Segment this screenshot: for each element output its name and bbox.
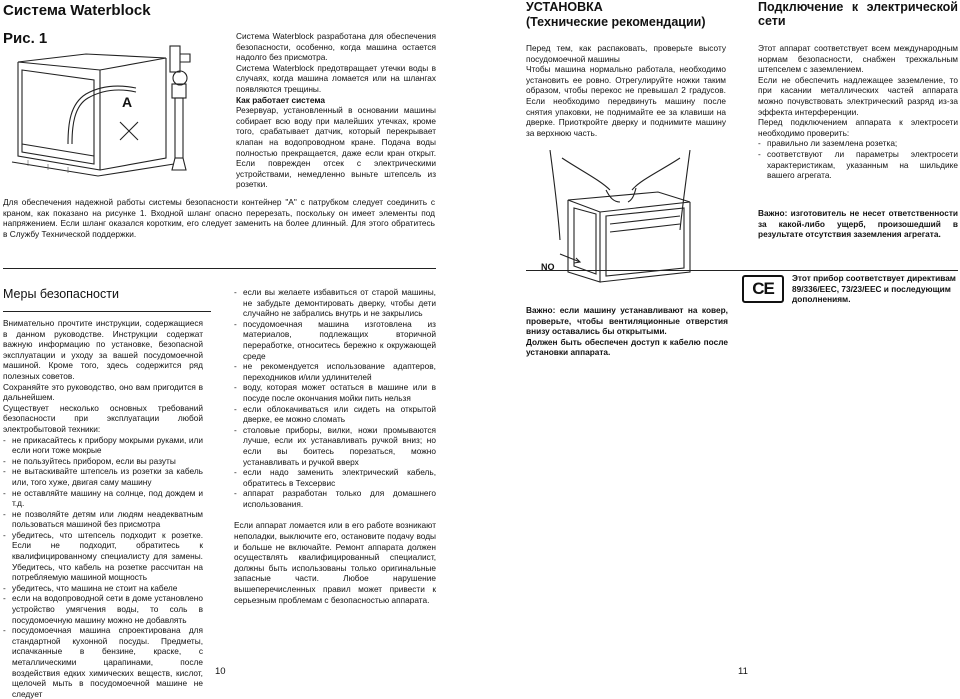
- list-item: - не позволяйте детям или людям неадекватным пользоваться машиной без присмотра: [3, 509, 203, 530]
- electrical-section: [758, 43, 958, 181]
- list-item: - не прикасайтесь к прибору мокрыми руками, или если ноги тоже мокрые: [3, 435, 203, 456]
- ce-compliance-text: Этот прибор соответствует директивам 89/336/EEC, 73/23/EEC и последующим дополнениям.: [792, 273, 956, 305]
- list-item: - воду, которая может остаться в машине или в посуде после окончания мойки пить нельзя: [234, 382, 436, 403]
- ce-mark-icon: CE: [742, 275, 784, 303]
- list-item: - убедитесь, что машина не стоит на кабеле: [3, 583, 203, 594]
- waterblock-prevents: Система Waterblock предотвращает утечки воды в случаях, когда машина ломается или на шлангах появляются трещины.: [236, 62, 436, 94]
- list-item: - не пользуйтесь прибором, если вы разуты: [3, 456, 203, 467]
- installation-important-note: Важно: если машину устанавливают на ковер, проверьте, чтобы вентиляционные отверстия внизу оставались бы открытыми. Должен быть обеспечен доступ к кабелю после установки аппарата.: [526, 305, 728, 358]
- electrical-check-list: [758, 138, 958, 180]
- list-item: - правильно ли заземлена розетка;: [758, 138, 958, 149]
- hose-connection-text: Для обеспечения надежной работы системы безопасности контейнер "A" с патрубком следует соединить с краном, как показано на рисунке 1. Входной шланг опасно перерезать, поскольку он имеет элементы под напряжением. Если шланг оказался коротким, его следует заменить на более длинный. Для этого обратитесь в Службу Технической поддержки.: [3, 197, 435, 239]
- electrical-check-intro: Перед подключением аппарата к электросети необходимо проверить:: [758, 117, 958, 138]
- electrical-title: Подключение к электрической сети: [758, 0, 958, 28]
- installation-title: УСТАНОВКА: [526, 0, 603, 14]
- safety-title: Меры безопасности: [3, 287, 119, 301]
- installation-lifting-illustration: [540, 150, 720, 284]
- section-divider-right: [526, 270, 958, 271]
- list-item: - соответствуют ли параметры электросети характеристикам, указанным на шильдике вашего агрегата.: [758, 149, 958, 181]
- list-item: - столовые приборы, вилки, ножи промываются лучше, если их устанавливать ручкой вниз; но если вы боитесь порезаться, можно устанавливать и ручкой вверх: [234, 425, 436, 467]
- page-number-right: 11: [738, 666, 748, 677]
- electrical-important-note: Важно: изготовитель не несет ответственности за какой-либо ущерб, произошедший в результате отсутствия заземления агрегата.: [758, 208, 958, 240]
- list-item: - убедитесь, что штепсель подходит к розетке. Если не подходит, обратитесь к квалифицированному специалисту для замены. Убедитесь, что кабель на розетке рассчитан на потребляемую машиной мощность: [3, 530, 203, 583]
- safety-intro: Внимательно прочтите инструкции, содержащиеся в данном руководстве. Инструкции содержат важную информацию по установке, безопасной эксплуатации и уходу за вашей посудомоечной машиной. Кроме того, здесь содержится ряд полезных советов.: [3, 318, 203, 381]
- list-item: - посудомоечная машина изготовлена из материалов, подлежащих вторичной переработке, относитесь бережно к окружающей среде: [234, 319, 436, 361]
- safety-keep-manual: Сохраняйте это руководство, оно вам пригодится в дальнейшем.: [3, 381, 203, 403]
- installation-subtitle: (Технические рекомендации): [526, 15, 706, 29]
- waterblock-title: Система Waterblock: [3, 2, 151, 19]
- list-item: - если надо заменить электрический кабель, обратитесь в Техсервис: [234, 467, 436, 488]
- electrical-compliance: Этот аппарат соответствует всем международным нормам безопасности, снабжен трехжальным штепселем с заземлением.: [758, 43, 958, 75]
- list-item: - не рекомендуется использование адаптеров, переходников и/или удлинителей: [234, 361, 436, 382]
- list-item: - посудомоечная машина спроектирована для стандартной кухонной посуды. Предметы, испачканные в бензине, краске, с металлическими царапинами, после воздействия едких химических веществ, кислот, щелочей мыть в посудомоечной машине не следует: [3, 625, 203, 699]
- list-item: - если на водопроводной сети в доме установлено устройство умягчения воды, то соль в посудомоечную машину можно не добавлять: [3, 593, 203, 625]
- figure-no-label: NO: [541, 262, 555, 272]
- safety-title-underline: [3, 311, 211, 312]
- safety-final-paragraph: Если аппарат ломается или в его работе возникают неполадки, выключите его, остановите подачу воды и больше не включайте. Ремонт аппарата должен осуществлять квалифицированный специалист, должны быть использованы только оригинальные запасные части. Любое нарушение вышеперечисленных правил может привести к серьезным проблемам с безопасностью аппарата.: [234, 520, 436, 605]
- safety-left-column: [3, 318, 203, 699]
- page-number-left: 10: [215, 666, 226, 677]
- list-item: - не оставляйте машину на солнце, под дождем и т.д.: [3, 488, 203, 509]
- safety-list-right: [234, 287, 436, 509]
- safety-requirements: Существует несколько основных требований безопасности при эксплуатации любой электробытовой техники:: [3, 402, 203, 434]
- figure-letter-a: A: [122, 94, 133, 110]
- figure-1-label: Рис. 1: [3, 30, 48, 47]
- list-item: - аппарат разработан только для домашнего использования.: [234, 488, 436, 509]
- how-it-works-text: Резервуар, установленный в основании машины собирает всю воду при малейших утечках, кроме того, срабатывает датчик, который перекрывает клапан на водопроводном кране. Подача воды полностью прекращается, даже если кран открыт. Если поврежден отсек с электрическими устройствами, немедленно выньте штепсель из розетки.: [236, 105, 436, 190]
- list-item: - не вытаскивайте штепсель из розетки за кабель или, того хуже, двигая саму машину: [3, 466, 203, 487]
- figure-1-dishwasher-tap-illustration: [8, 44, 208, 182]
- safety-list-left: [3, 435, 203, 699]
- list-item: - если облокачиваться или сидеть на открытой дверке, ее можно сломать: [234, 404, 436, 425]
- how-it-works-heading: Как работает система: [236, 94, 325, 105]
- list-item: - если вы желаете избавиться от старой машины, не забудьте демонтировать дверку, чтобы дети случайно не забрались внутрь и не закрылись: [234, 287, 436, 319]
- electrical-grounding: Если не обеспечить надлежащее заземление, то при касании металлических частей аппарата можно почувствовать электрический разряд из-за эффекта интерференции.: [758, 74, 958, 117]
- waterblock-description: [236, 31, 436, 190]
- section-divider-left: [3, 268, 436, 269]
- installation-text: Перед тем, как распаковать, проверьте высоту посудомоечной машины Чтобы машина нормально работала, необходимо установить ее ровно. Отрегулируйте ножки таким образом, чтобы перекос не превышал 2 градусов. Если необходимо передвинуть машину после снятия упаковки, не поднимайте ее за клавиши на дверке. Приоткройте дверку и поднимите машину за верхнюю часть.: [526, 43, 726, 138]
- safety-right-column: [234, 287, 436, 605]
- waterblock-intro: Система Waterblock разработана для обеспечения безопасности, особенно, когда машина остается надолго без присмотра.: [236, 31, 436, 63]
